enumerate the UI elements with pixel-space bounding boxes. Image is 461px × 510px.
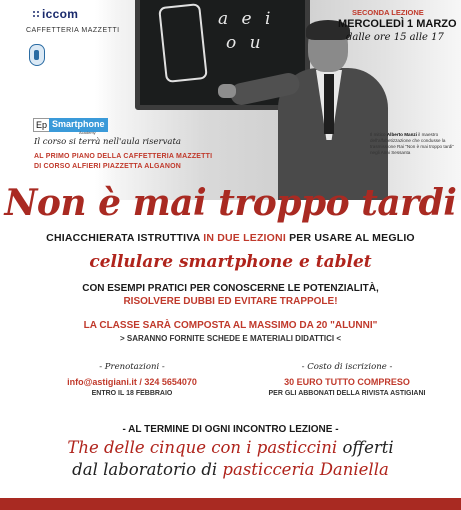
tea-line: The delle cinque con i pasticcini offerti (67, 438, 394, 457)
photo-caption: Il mitico Alberto Manzi il maestro dell'alfabetizzazione che condusse la trasmissione Rai "Non è mai troppo tardi" negli Anni Sessanta (370, 132, 454, 155)
badge-part-a: Ep (33, 118, 49, 132)
crest-icon (29, 44, 45, 66)
closing-line: - AL TERMINE DI OGNI INCONTRO LEZIONE - (122, 424, 339, 435)
lesson-day: MERCOLEDÌ 1 MARZO (338, 18, 457, 30)
booking-contact: info@astigiani.it / 324 5654070 (67, 377, 197, 387)
caffetteria-name: CAFFETTERIA MAZZETTI (26, 27, 120, 34)
class-size-note: LA CLASSE SARÀ COMPOSTA AL MASSIMO DA 20 "ALUNNI" (83, 320, 378, 331)
lab-line: dal laboratorio di pasticceria Daniella (72, 460, 389, 479)
badge-part-c: Academy (79, 130, 96, 135)
epsmartphone-badge (33, 118, 108, 135)
lesson-time: dalle ore 15 alle 17 (346, 32, 444, 43)
iccom-logo (32, 7, 78, 21)
venue-line-1: AL PRIMO PIANO DELLA CAFFETTERIA MAZZETTI (34, 153, 213, 160)
main-title: Non è mai troppo tardi (4, 182, 457, 224)
cost-price: 30 EURO TUTTO COMPRESO (284, 377, 410, 387)
booking-label: - Prenotazioni - (99, 362, 165, 372)
iccom-logo-text: iccom (42, 7, 79, 21)
badge-part-b: Smartphone (49, 118, 108, 132)
venue-address (34, 152, 212, 172)
examples-line-1: CON ESEMPI PRATICI PER CONOSCERNE LE POTENZIALITÀ, (82, 283, 379, 294)
cost-note: PER GLI ABBONATI DELLA RIVISTA ASTIGIANI (268, 390, 426, 397)
booking-info (62, 362, 202, 397)
board-letters-row1: a e i (218, 9, 275, 29)
lesson-tag: SECONDA LEZIONE (352, 8, 424, 17)
board-letters-row2: o u (226, 33, 265, 53)
examples-line-2: RISOLVERE DUBBI ED EVITARE TRAPPOLE! (123, 296, 338, 307)
logo-dots-icon (32, 10, 40, 18)
intro-highlight: IN DUE LEZIONI (203, 232, 286, 244)
intro-line: CHIACCHIERATA ISTRUTTIVA IN DUE LEZIONI PER USARE AL MEGLIO (46, 232, 415, 244)
subtitle: cellulare smartphone e tablet (89, 252, 372, 272)
bottom-bar (0, 498, 461, 510)
course-location-note: Il corso si terrà nell'aula riservata (34, 137, 181, 147)
cost-label: - Costo di iscrizione - (301, 362, 393, 372)
venue-line-2: DI CORSO ALFIERI PIAZZETTA ALGANON (34, 163, 182, 170)
phone-drawing (158, 3, 208, 83)
materials-note: > SARANNO FORNITE SCHEDE E MATERIALI DIDATTICI < (119, 334, 342, 343)
teacher-figure (270, 20, 410, 200)
caption-name: Alberto Manzi (386, 132, 417, 137)
cost-info (262, 362, 432, 397)
booking-deadline: ENTRO IL 18 FEBBRAIO (91, 390, 173, 397)
